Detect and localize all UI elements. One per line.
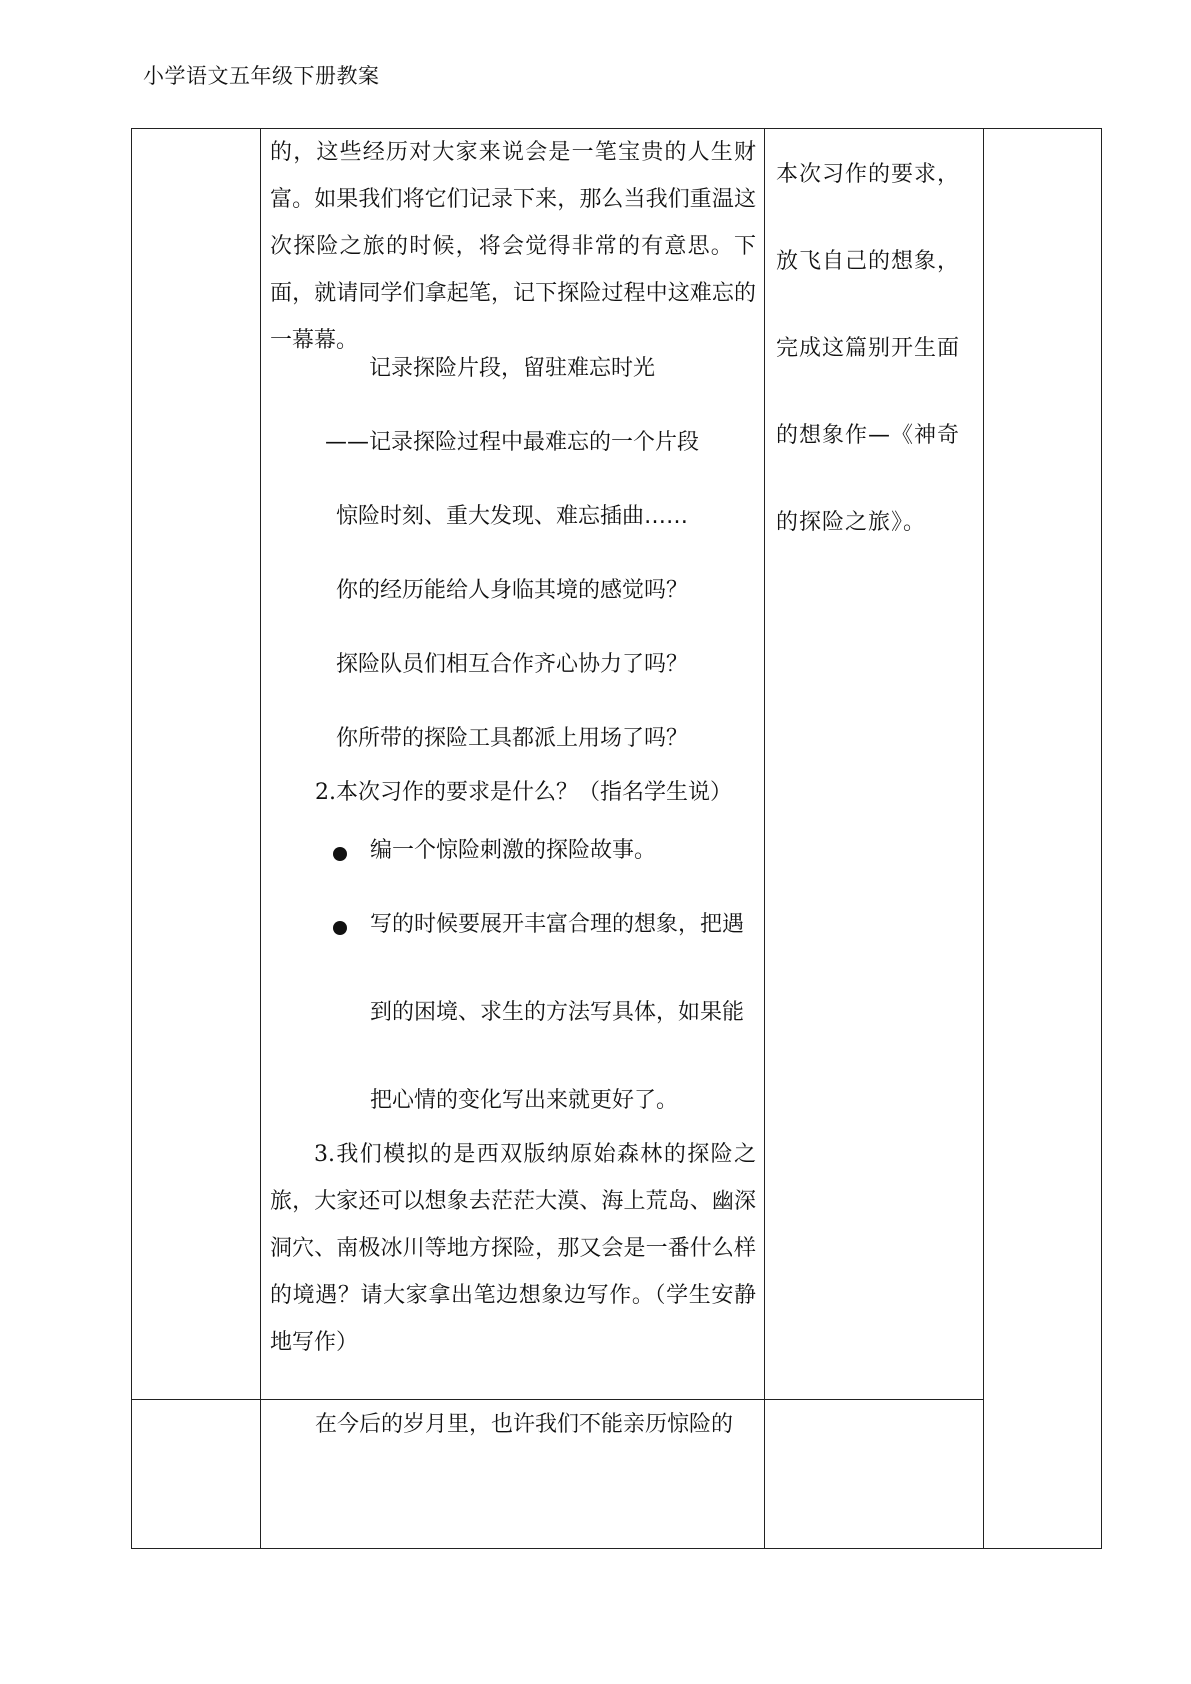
bullet-item: 写的时候要展开丰富合理的想象，把遇到的困境、求生的方法写具体，如果能把心情的变化写出来就更好了。: [370, 912, 745, 1113]
lesson-plan-table: [131, 128, 1102, 1549]
slide-subtitle: ——记录探险过程中最难忘的一个片段: [324, 430, 699, 455]
question-2: 2.本次习作的要求是什么？（指名学生说）: [315, 780, 732, 805]
bullet-item: 编一个惊险刺激的探险故事。: [370, 838, 657, 863]
main-content-cell: [260, 129, 764, 1549]
bullet-dot: [333, 847, 347, 861]
intro-paragraph: 的，这些经历对大家来说会是一笔宝贵的人生财富。如果我们将它们记录下来，那么当我们重温这次探险之旅的时候，将会觉得非常的有意思。下面，就请同学们拿起笔，记下探险过程中这难忘的一幕幕。: [270, 140, 756, 353]
slide-question: 你所带的探险工具都派上用场了吗？: [335, 726, 688, 751]
bullet-dot: [333, 921, 347, 935]
paragraph-3: 3.我们模拟的是西双版纳原始森林的探险之旅，大家还可以想象去茫茫大漠、海上荒岛、幽深洞穴、南极冰川等地方探险，那又会是一番什么样的境遇？请大家拿出笔边想象边写作。（学生安静地写作）: [270, 1142, 756, 1355]
slide-question: 你的经历能给人身临其境的感觉吗？: [335, 578, 688, 603]
column-divider: [983, 129, 984, 1548]
side-note: 本次习作的要求，放飞自己的想象，完成这篇别开生面的想象作—《神奇的探险之旅》。: [776, 162, 961, 535]
side-note-cell: [764, 129, 983, 1399]
slide-title: 记录探险片段，留驻难忘时光: [368, 356, 655, 381]
slide-line: 惊险时刻、重大发现、难忘插曲……: [335, 504, 688, 529]
paragraph-4: 在今后的岁月里，也许我们不能亲历惊险的: [315, 1412, 734, 1437]
slide-question: 探险队员们相互合作齐心协力了吗？: [335, 652, 688, 677]
page-header-title: 小学语文五年级下册教案: [143, 64, 380, 88]
